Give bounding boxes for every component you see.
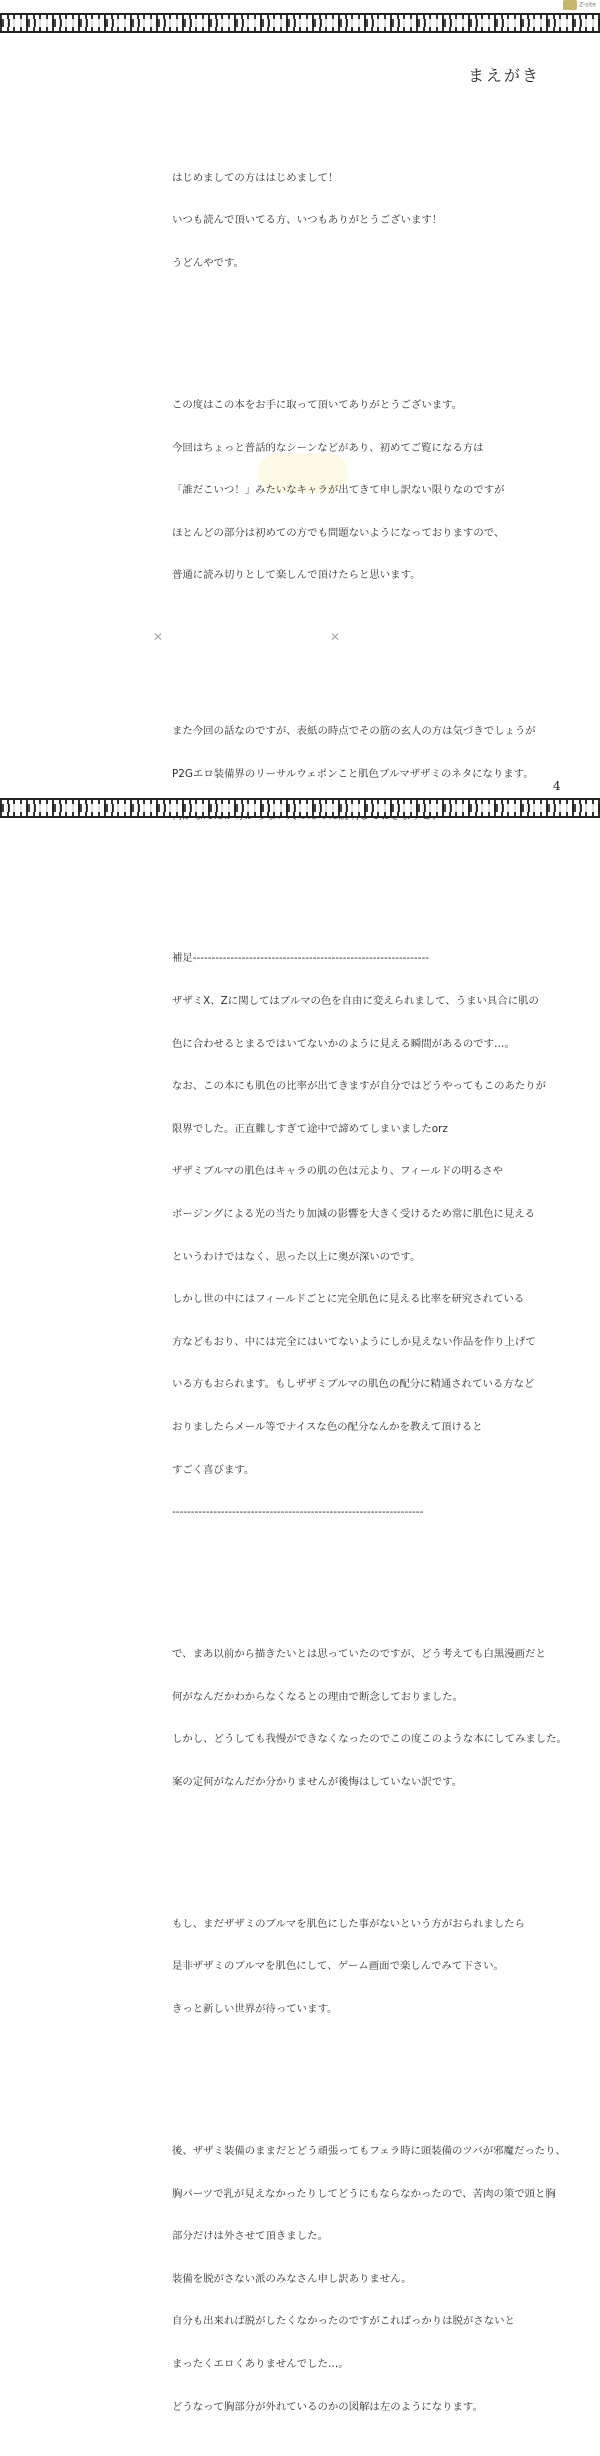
text-line: ほとんどの部分は初めての方でも問題ないようになっておりますので、 (172, 526, 505, 539)
text-line: というわけではなく、思った以上に奥が深いのです。 (172, 1250, 421, 1263)
text-line: なお、この本にも肌色の比率が出てきますが自分ではどうやってもこのあたりが (172, 1080, 547, 1093)
paragraph-motivation (172, 1619, 567, 1818)
text-line: 後、ザザミ装備のままだとどう頑張ってもフェラ時に頭装備のツバが邪魔だったり、 (172, 2145, 566, 2158)
text-line: ポージングによる光の当たり加減の影響を大きく受けるため常に肌色に見える (172, 1207, 535, 1220)
logo-mark-icon (563, 0, 577, 10)
text-line: ザザミブルマの肌色はキャラの肌の色は元より、フィールドの明るさや (172, 1165, 504, 1178)
text-line: この度はこの本をお手に取って頂いてありがとうございます。 (172, 399, 463, 411)
paragraph-closing (172, 2116, 566, 2443)
text-line: しかし世の中にはフィールドごとに完全肌色に見える比率を研究されている (172, 1293, 525, 1306)
corner-logo (524, 0, 596, 14)
text-line: いつも読んで頂いてる方、いつもありがとうございます！ (172, 214, 443, 227)
text-line: 今回はちょっと普話的なシーンなどがあり、初めてご覧になる方は (172, 441, 484, 454)
text-line: また今回の話なのですが、表紙の時点でその筋の玄人の方は気づきでしょうが (172, 725, 536, 738)
text-line: ------------------------------------------------------------------- (172, 1506, 424, 1519)
text-line: うどんやです。 (172, 257, 244, 269)
paragraph-thanks (172, 370, 532, 611)
logo-text: Z-site (578, 1, 596, 9)
sparkle-left-icon: ✕ (153, 630, 164, 644)
text-line: どうなって胸部分が外れているのかの図解は左のようになります。 (172, 2400, 483, 2413)
text-line: 部分だけは外させて頂きました。 (172, 2230, 328, 2243)
body-text (172, 114, 567, 2456)
text-line: 方などもおり、中には完全にはいてないようにしか見えない作品を作り上げて (172, 1335, 536, 1348)
sparkle-right-icon: ✕ (330, 630, 341, 644)
text-line: おりましたらメール等でナイスな色の配分なんかを教えて頂けると (172, 1420, 483, 1433)
paragraph-topic (172, 696, 536, 852)
text-line: すごく喜びます。 (172, 1463, 255, 1476)
text-line: ザザミX、Zに関してはブルマの色を自由に変えられまして、うまい具合に肌の (172, 994, 539, 1007)
paragraph-supplement (172, 923, 547, 1548)
text-line: 「誰だこいつ！」みたいなキャラが出てきて申し訳ない限りなのですが (172, 484, 505, 497)
text-line: 色に合わせるとまるではいてないかのように見える瞬間があるのです…。 (172, 1037, 515, 1050)
text-line: P2Gエロ装備界のリーサルウェポンこと肌色ブルマザザミのネタになります。 (172, 767, 534, 780)
top-decorative-border (0, 13, 600, 33)
text-line: 限界でした。正直難しすぎて途中で諦めてしまいましたorz (172, 1122, 448, 1135)
page-number: 4 (553, 779, 561, 793)
text-line: 是非ザザミのブルマを肌色にして、ゲーム画面で楽しんでみて下さい。 (172, 1960, 504, 1973)
bottom-decorative-border (0, 798, 600, 818)
text-line: きっと新しい世界が待っています。 (172, 2003, 338, 2016)
paragraph-recommendation (172, 1888, 532, 2044)
text-line: もし、まだザザミのブルマを肌色にした事がないという方がおられましたら (172, 1917, 525, 1930)
text-line: 案の定何がなんだか分かりませんが後悔はしていない訳です。 (172, 1775, 463, 1788)
text-line: いる方もおられます。もしザザミブルマの肌色の配分に精通されている方など (172, 1378, 535, 1391)
text-line: 補足--------------------------------------------------------------- (172, 952, 429, 965)
page-title: まえがき (468, 66, 541, 85)
text-line: 装備を脱がさない派のみなさん申し訳ありません。 (172, 2272, 412, 2285)
text-line: まったくエロくありませんでした…。 (172, 2358, 349, 2371)
paragraph-greeting (172, 142, 532, 298)
text-line: はじめましての方ははじめまして！ (172, 171, 339, 184)
text-line: しかし、どうしても我慢ができなくなったのでこの度このような本にしてみました。 (172, 1733, 567, 1746)
text-line: 何がなんだかわからなくなるとの理由で断念しておりました。 (172, 1690, 463, 1703)
text-line: で、まあ以前から描きたいとは思っていたのですが、どう考えても白黒漫画だと (172, 1648, 546, 1661)
text-line: 胸パーツで乳が見えなかったりしてどうにもならなかったので、苦肉の策で頭と胸 (172, 2187, 556, 2200)
text-line: 普通に読み切りとして楽しんで頂けたらと思います。 (172, 569, 421, 582)
text-line: 自分も出来れば脱がしたくなかったのですがこればっかりは脱がさないと (172, 2315, 515, 2328)
